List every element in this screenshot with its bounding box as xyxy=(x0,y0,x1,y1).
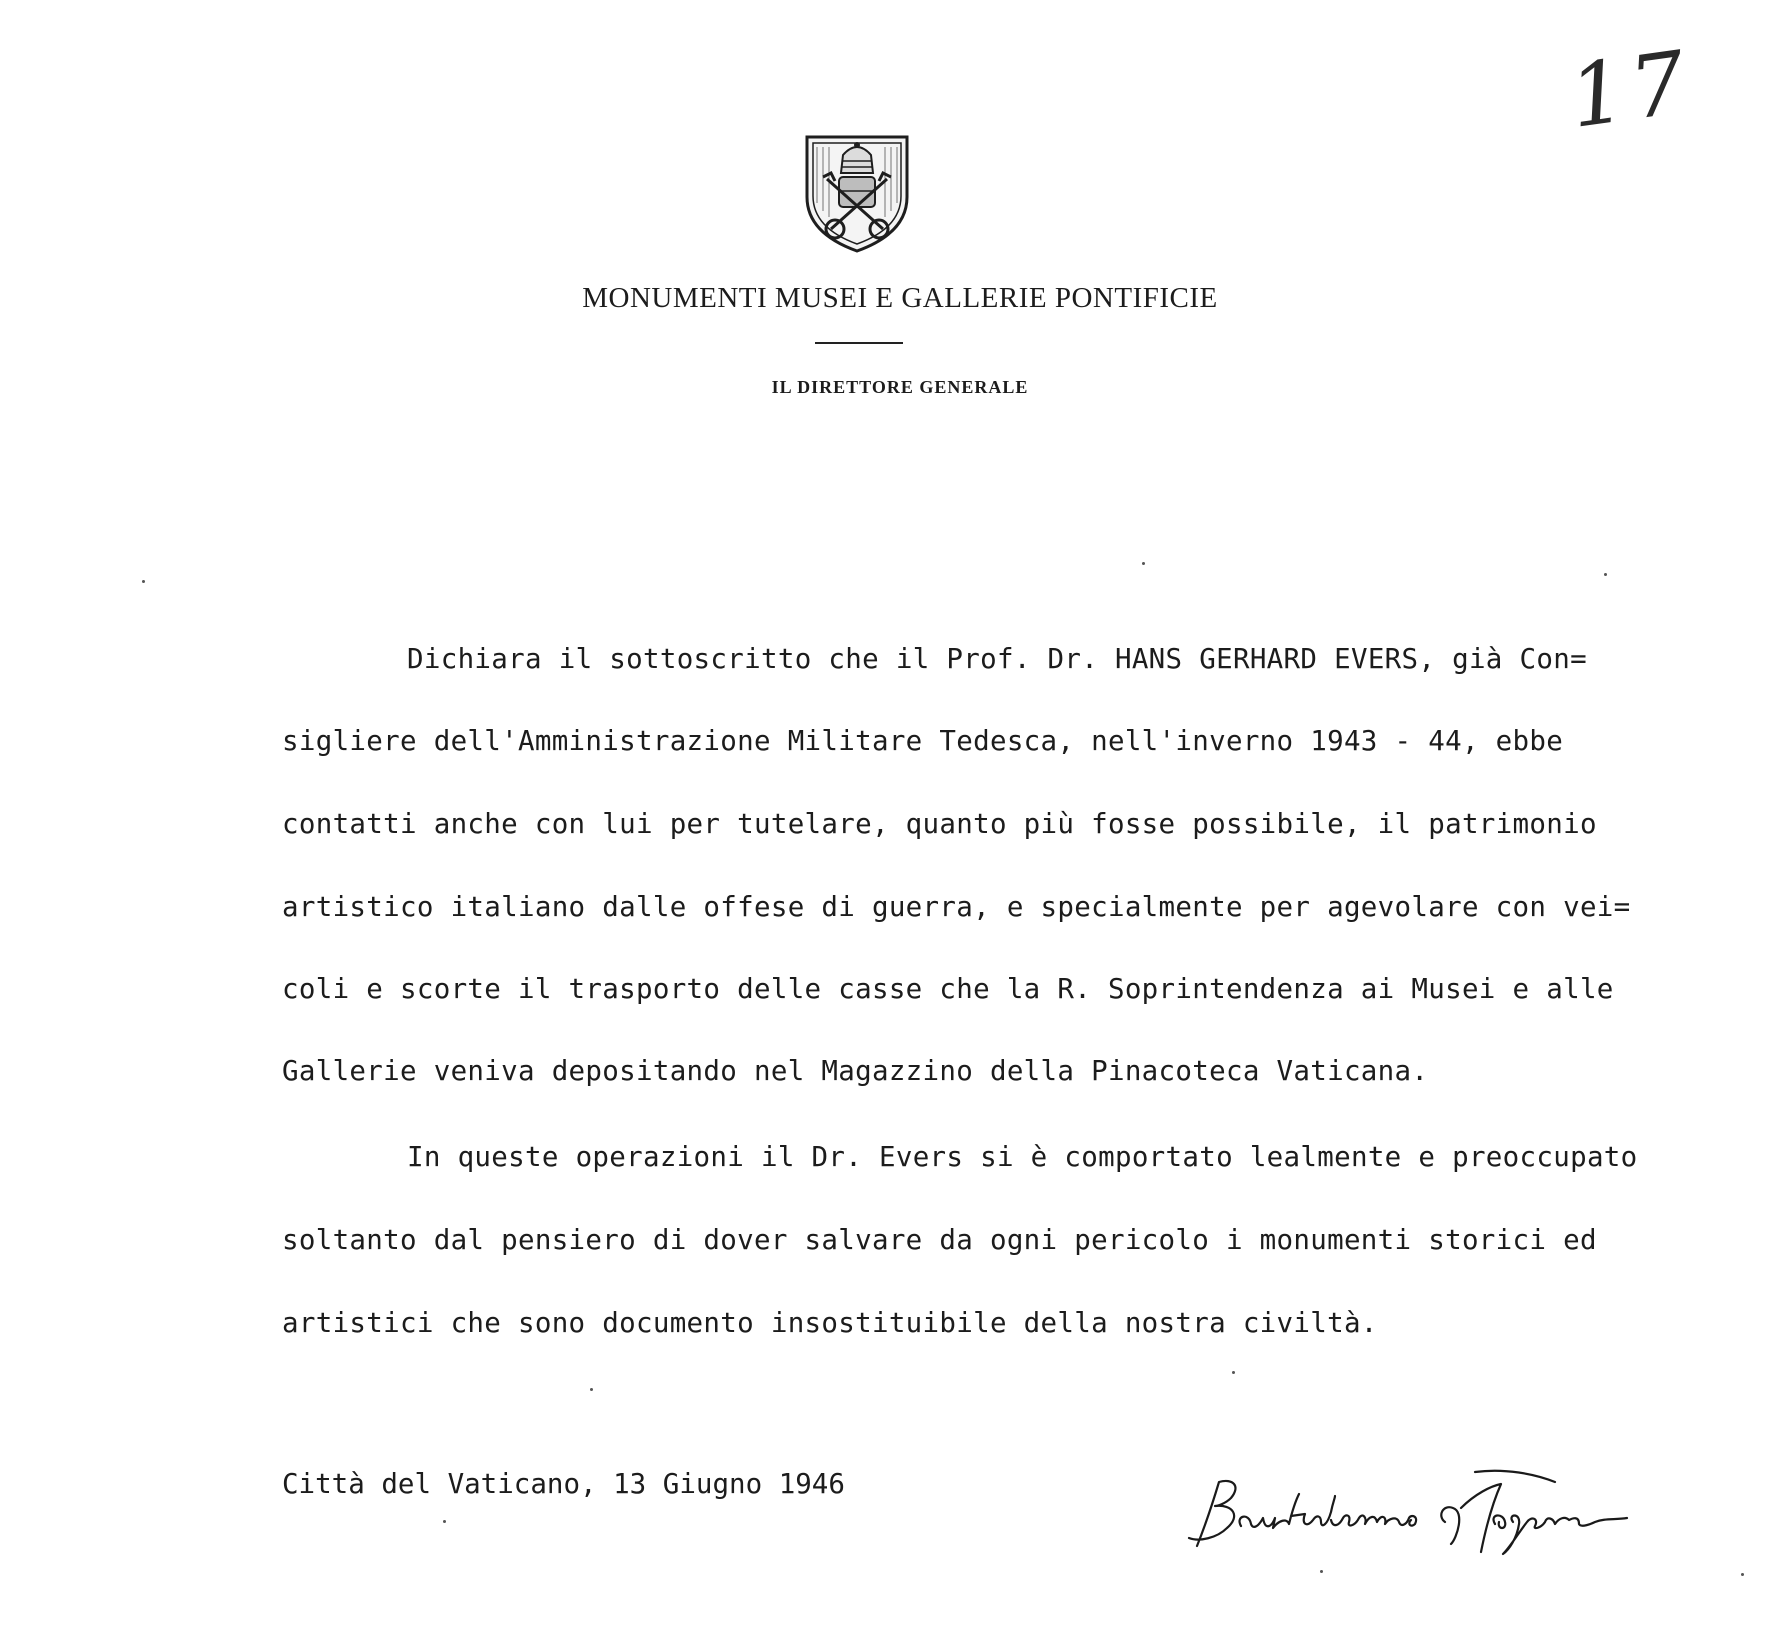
body-line: contatti anche con lui per tutelare, quanto più fosse possibile, il patrimonio xyxy=(282,808,1597,840)
body-line: sigliere dell'Amministrazione Militare Tedesca, nell'inverno 1943 - 44, ebbe xyxy=(282,725,1564,757)
body-line: soltanto dal pensiero di dover salvare da ogni pericolo i monumenti storici ed xyxy=(282,1224,1597,1256)
scan-speck xyxy=(1142,562,1145,565)
scan-speck xyxy=(1232,1371,1235,1374)
papal-coat-of-arms-icon xyxy=(801,133,913,255)
scan-speck xyxy=(1604,573,1607,576)
place-and-date: Città del Vaticano, 13 Giugno 1946 xyxy=(282,1468,845,1500)
institution-heading: MONUMENTI MUSEI E GALLERIE PONTIFICIE xyxy=(582,282,1218,314)
body-line: In queste operazioni il Dr. Evers si è comportato lealmente e preoccupato xyxy=(407,1141,1638,1173)
body-line: Gallerie veniva depositando nel Magazzino della Pinacoteca Vaticana. xyxy=(282,1055,1429,1087)
scan-speck xyxy=(1320,1570,1323,1573)
heading-divider xyxy=(815,342,903,344)
scan-speck xyxy=(590,1388,593,1391)
handwritten-signature xyxy=(1175,1468,1635,1558)
body-line: coli e scorte il trasporto delle casse che la R. Soprintendenza ai Musei e alle xyxy=(282,973,1614,1005)
folio-number: 17 xyxy=(1563,32,1698,148)
office-subheading: IL DIRETTORE GENERALE xyxy=(771,377,1029,397)
body-line: artistico italiano dalle offese di guerra, e specialmente per agevolare con vei= xyxy=(282,891,1631,923)
scan-speck xyxy=(1741,1573,1744,1576)
scan-speck xyxy=(443,1520,446,1523)
body-line: Dichiara il sottoscritto che il Prof. Dr. HANS GERHARD EVERS, già Con= xyxy=(407,643,1587,675)
scan-speck xyxy=(142,580,145,583)
body-line: artistici che sono documento insostituibile della nostra civiltà. xyxy=(282,1307,1378,1339)
